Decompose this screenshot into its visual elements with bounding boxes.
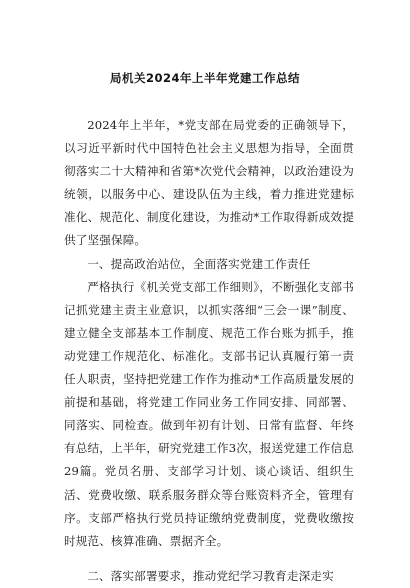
section-2-heading: 二、落实部署要求，推动党纪学习教育走深走实	[87, 568, 334, 583]
document-title: 局机关2024年上半年党建工作总结	[109, 71, 300, 85]
intro-paragraph: 2024年上半年，*党支部在局党委的正确领导下，以习近平新时代中国特色社会主义思想为指导，全面贯彻落实二十大精神和省第*次党代会精神，以政治建设为统领，以服务中心、建设队伍为主线，着力推进党建标准化、规范化、制度化建设，为推动*工作取得新成效提供了坚强保障。	[64, 118, 354, 248]
section-1-heading: 一、提高政治站位，全面落实党建工作责任	[87, 256, 311, 271]
section-gap	[64, 553, 354, 565]
document-body	[64, 114, 354, 588]
section-1-paragraph: 严格执行《机关党支部工作细则》，不断强化支部书记抓党建主责主业意识，以抓实落细“三会一课”制度、建立健全支部基本工作制度、规范工作台账为抓手，推动党建工作规范化、标准化。支部书记认真履行第一责任人职责，坚持把党建工作作为推动*工作高质量发展的前提和基础，将党建工作同业务工作同安排、同部署、同落实、同检查。做到年初有计划、日常有监督、年终有总结，上半年，研究党建工作3次，报送党建工作信息29篇。党员名册、支部学习计划、谈心谈话、组织生活、党费收缴、联系服务群众等台账资料齐全，管理有序。支部严格执行党员持证缴纳党费制度，党费收缴按时规范、核算准确、票据齐全。	[64, 279, 354, 548]
